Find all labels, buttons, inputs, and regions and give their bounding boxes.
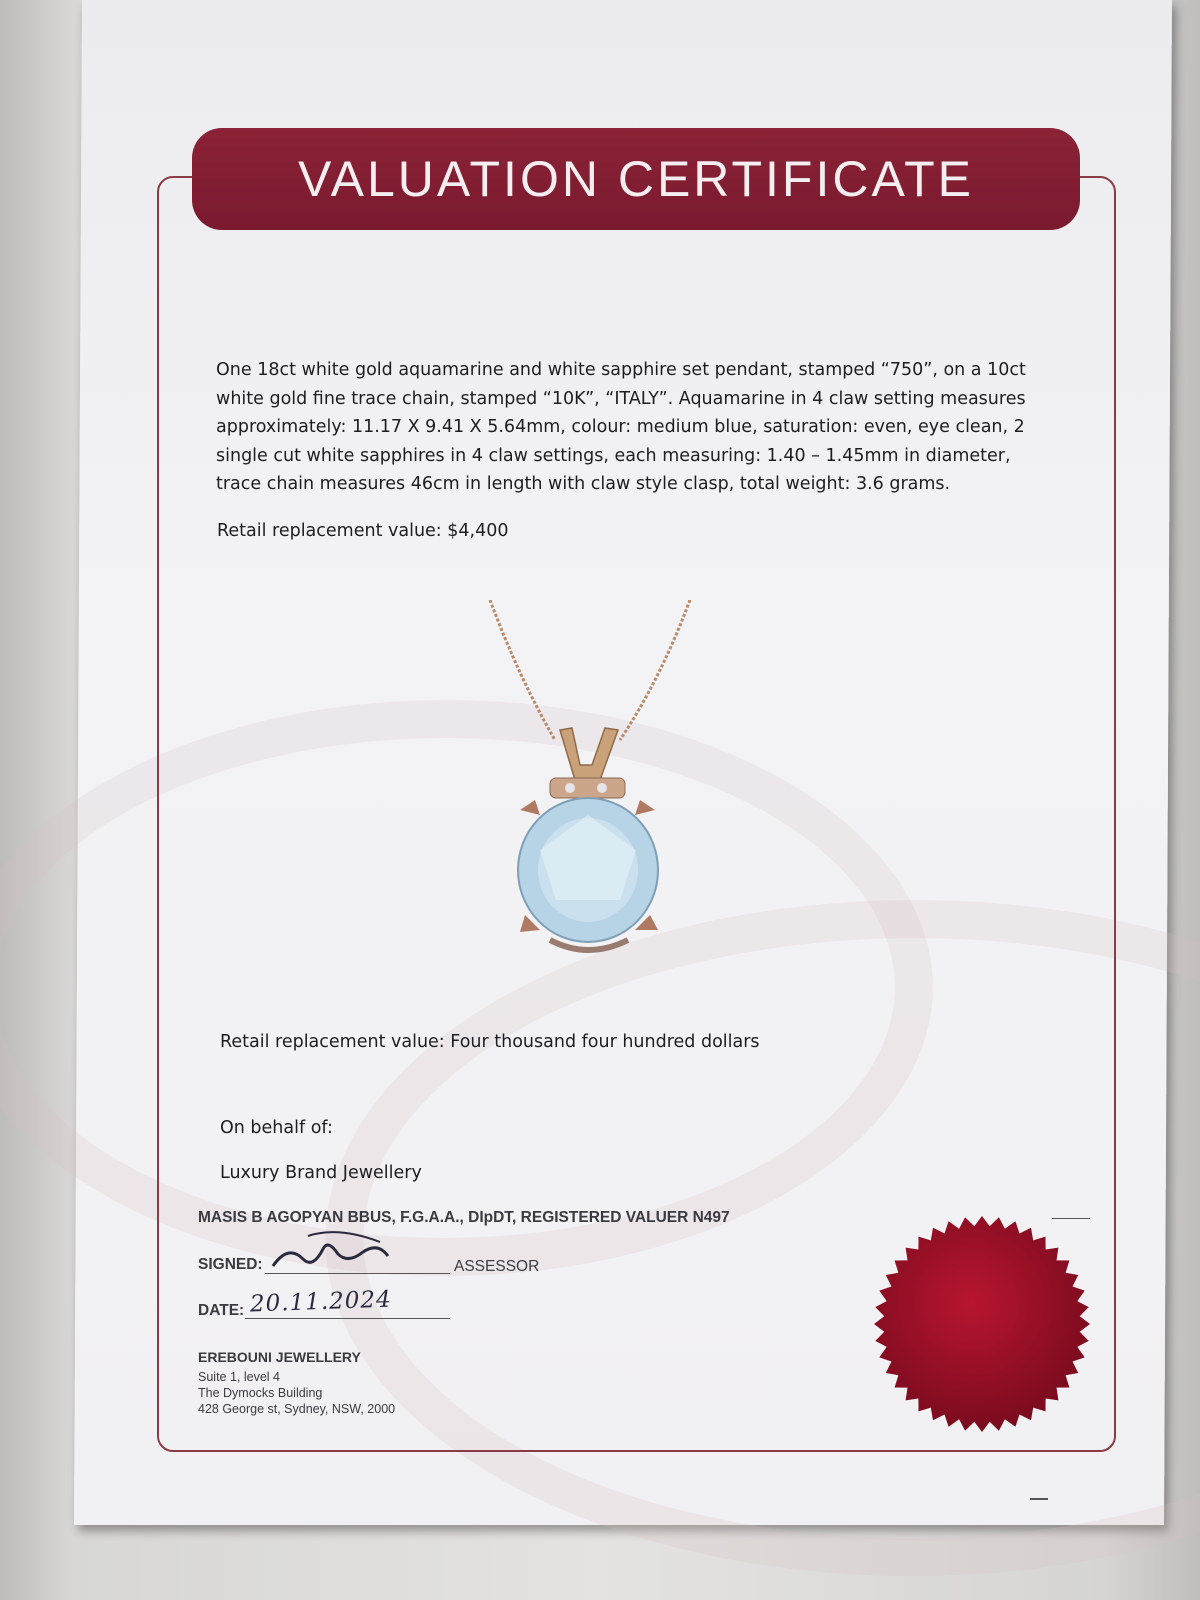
description-line: trace chain measures 46cm in length with claw style clasp, total weight: 3.6 grams. <box>216 474 951 494</box>
description-line: approximately: 11.17 X 9.41 X 5.64mm, colour: medium blue, saturation: even, eye clean, 2 <box>216 417 1025 437</box>
valuer-credentials: MASIS B AGOPYAN BBUS, F.G.A.A., DIpDT, REGISTERED VALUER N497 <box>198 1209 730 1226</box>
address-line: Suite 1, level 4 <box>198 1370 280 1384</box>
signed-label: SIGNED: <box>198 1256 263 1273</box>
date-value: 20.11.2024 <box>249 1286 393 1318</box>
signed-row <box>198 1256 263 1274</box>
description-line: single cut white sapphires in 4 claw settings, each measuring: 1.40 – 1.45mm in diameter, <box>216 445 1011 466</box>
item-description <box>216 356 1046 499</box>
retail-value-words: Retail replacement value: Four thousand four hundred dollars <box>220 1032 760 1052</box>
pendant-photo <box>480 600 700 980</box>
edge-mark <box>1030 1498 1048 1500</box>
title-banner <box>192 128 1080 230</box>
client-name: Luxury Brand Jewellery <box>220 1163 422 1183</box>
signature <box>268 1224 398 1274</box>
certificate-title: VALUATION CERTIFICATE <box>297 151 975 207</box>
wax-seal-icon <box>870 1212 1094 1436</box>
assessor-label: ASSESSOR <box>454 1258 540 1275</box>
company-name: EREBOUNI JEWELLERY <box>198 1349 361 1365</box>
retail-value: Retail replacement value: $4,400 <box>217 521 509 541</box>
description-line: white gold fine trace chain, stamped “10K”, “ITALY”. Aquamarine in 4 claw setting measures <box>216 388 1026 409</box>
date-label: DATE: <box>198 1302 245 1319</box>
on-behalf-label: On behalf of: <box>220 1118 333 1138</box>
description-line: One 18ct white gold aquamarine and white sapphire set pendant, stamped “750”, on a 10ct <box>216 360 1026 380</box>
address-line: The Dymocks Building <box>198 1386 323 1400</box>
date-line <box>245 1318 450 1319</box>
address-line: 428 George st, Sydney, NSW, 2000 <box>198 1402 396 1416</box>
